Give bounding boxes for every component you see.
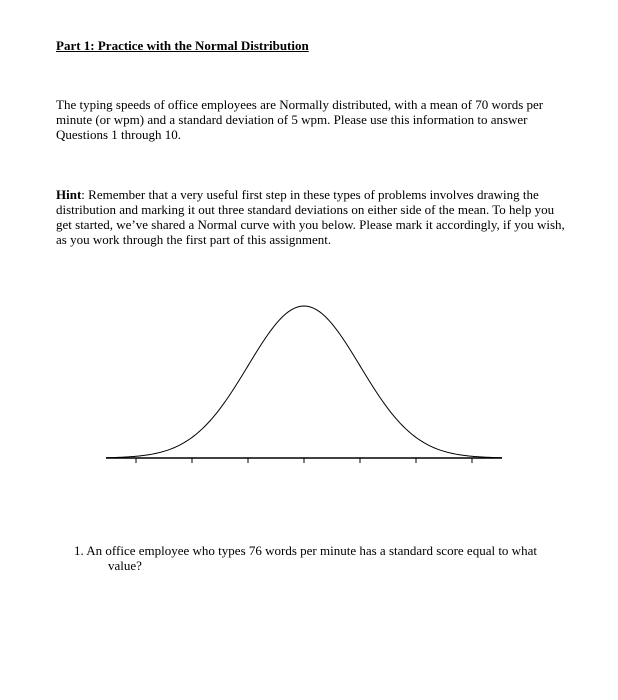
hint-label: Hint	[56, 187, 82, 202]
normal-curve-path	[106, 306, 502, 458]
intro-paragraph: The typing speeds of office employees are Normally distributed, with a mean of 70 words per minute (or wpm) and a standard deviation of 5 wpm. Please use this information to answer Questions 1 through 10.	[56, 97, 544, 142]
hint-text: : Remember that a very useful first step in these types of problems involves drawing the distribution and marking it out three standard deviations on either side of the mean. To help you get started, we’ve shared a Normal curve with you below. Please mark it accordingly, if you wish, as you work through the first part of this assignment.	[56, 187, 565, 247]
question-1	[74, 543, 554, 573]
question-number: 1.	[74, 543, 84, 558]
question-text-continued: value?	[108, 558, 142, 573]
section-heading: Part 1: Practice with the Normal Distribution	[56, 38, 309, 53]
question-text: An office employee who types 76 words per minute has a standard score equal to what	[86, 543, 537, 558]
